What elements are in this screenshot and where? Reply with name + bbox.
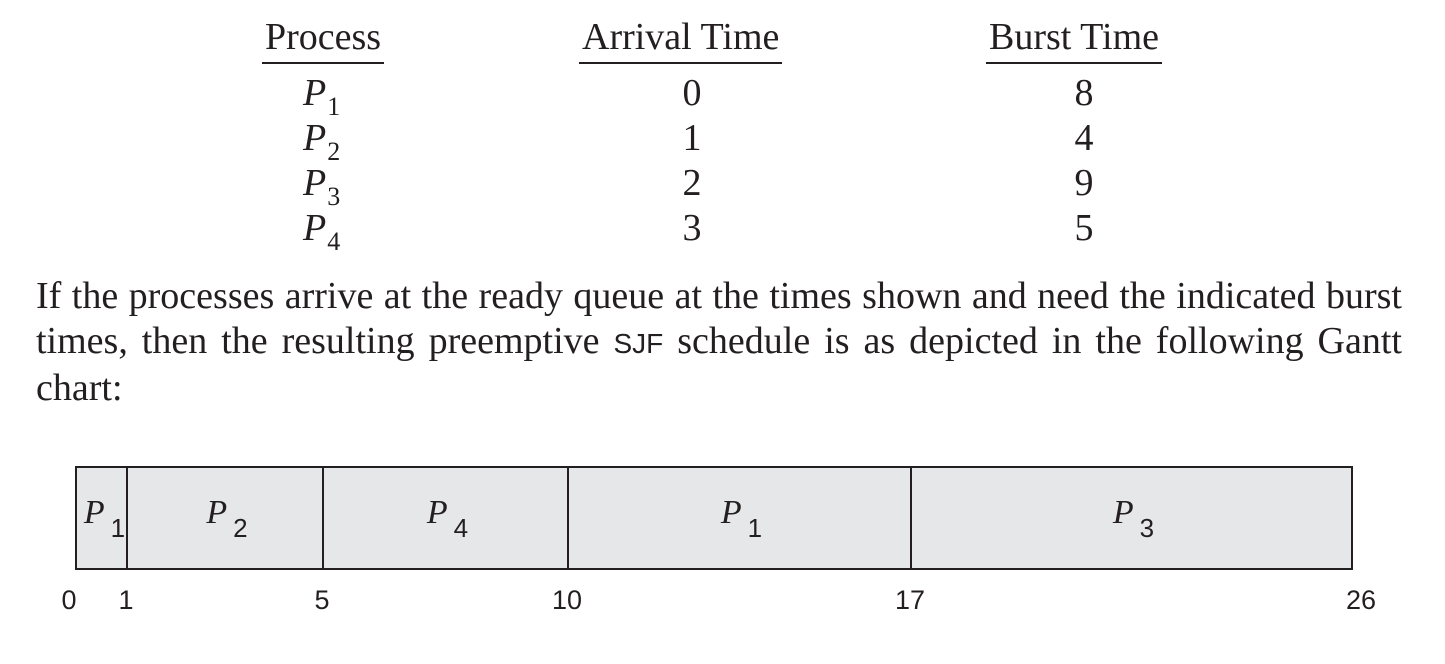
gantt-tick-label-26: 26 bbox=[1345, 585, 1377, 615]
gantt-bar-p2-1-5 bbox=[126, 468, 322, 568]
gantt-divider bbox=[126, 468, 128, 568]
gantt-tick-label-17: 17 bbox=[894, 585, 926, 615]
gantt-bar-p1-10-17 bbox=[567, 468, 910, 568]
burst-cell: 4 bbox=[1074, 117, 1094, 159]
process-cell: $P_3$ bbox=[303, 162, 341, 211]
gantt-process-subscript: 4 bbox=[453, 513, 469, 543]
gantt-divider bbox=[322, 468, 324, 568]
gantt-bar-p3-17-26 bbox=[910, 468, 1351, 568]
gantt-bar-label bbox=[426, 494, 469, 543]
gantt-chart bbox=[75, 466, 1353, 570]
gantt-bar-p4-5-10 bbox=[322, 468, 567, 568]
arrival-cell: 3 bbox=[682, 207, 702, 249]
gantt-tick-label-10: 10 bbox=[551, 585, 583, 615]
arrival-cell: 1 bbox=[682, 117, 702, 159]
arrival-cell: 2 bbox=[682, 162, 702, 204]
arrival-cell: 0 bbox=[682, 72, 702, 114]
gantt-process-letter: P bbox=[206, 494, 228, 531]
process-cell: $P_1$ bbox=[303, 72, 341, 121]
burst-cell: 5 bbox=[1074, 207, 1094, 249]
gantt-process-subscript: 1 bbox=[110, 513, 126, 543]
header-arrival-time: Arrival Time bbox=[579, 14, 782, 64]
gantt-process-subscript: 2 bbox=[233, 513, 248, 543]
gantt-process-subscript: 3 bbox=[1139, 513, 1155, 543]
gantt-bar-label bbox=[720, 494, 763, 543]
gantt-bar-label bbox=[1112, 494, 1155, 543]
gantt-process-subscript: 1 bbox=[747, 513, 763, 543]
gantt-process-letter: P bbox=[720, 494, 742, 531]
gantt-tick-label-0: 0 bbox=[61, 585, 77, 615]
explanation-paragraph bbox=[36, 274, 1402, 411]
burst-cell: 9 bbox=[1074, 162, 1094, 204]
process-cell: $P_2$ bbox=[303, 117, 341, 166]
gantt-process-letter: P bbox=[426, 494, 448, 531]
header-process: Process bbox=[262, 14, 384, 64]
process-cell: $P_4$ bbox=[303, 207, 341, 256]
paragraph-text-after: schedule is as depicted in the following Gantt chart: bbox=[36, 320, 1402, 409]
gantt-process-letter: P bbox=[83, 494, 105, 531]
gantt-divider bbox=[567, 468, 569, 568]
sjf-acronym: SJF bbox=[613, 328, 664, 359]
gantt-bar-label bbox=[206, 494, 248, 543]
gantt-bar-label bbox=[83, 494, 126, 543]
burst-cell: 8 bbox=[1074, 72, 1094, 114]
gantt-tick-label-1: 1 bbox=[118, 585, 134, 615]
gantt-divider bbox=[910, 468, 912, 568]
gantt-tick-label-5: 5 bbox=[314, 585, 330, 615]
gantt-process-letter: P bbox=[1112, 494, 1134, 531]
header-burst-time: Burst Time bbox=[986, 14, 1162, 64]
gantt-bar-p1-0-1 bbox=[77, 468, 126, 568]
paragraph-text-before: If the processes arrive at the ready queue at the times shown and need the indicated burst times, then the resulting preemptive bbox=[36, 275, 1402, 362]
